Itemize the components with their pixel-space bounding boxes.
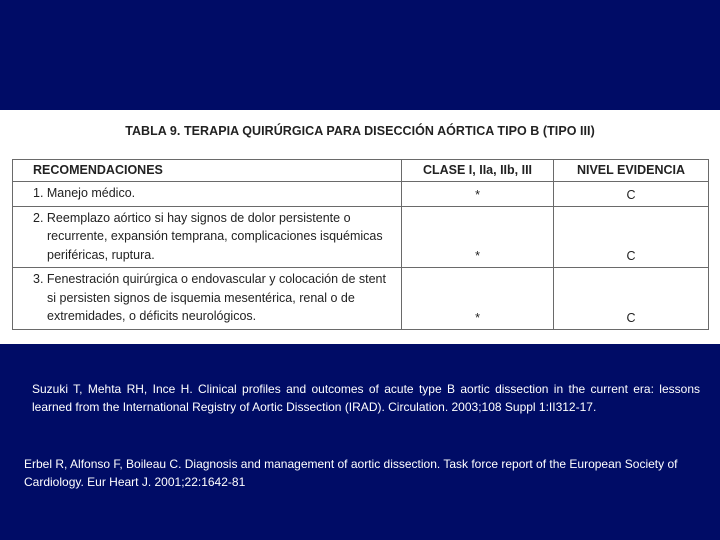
- header-nivel: NIVEL EVIDENCIA: [554, 160, 709, 182]
- recommendation-text: 3. Fenestración quirúrgica o endovascular y colocación de stent si persisten signos de isquemia mesentérica, renal o de extremidades, o déficits neurológicos.: [13, 268, 402, 330]
- reference-suzuki: Suzuki T, Mehta RH, Ince H. Clinical profiles and outcomes of acute type B aortic dissection in the current era: lessons learned from the International Registry of Aortic Dissection (IRAD). Circulation. 2003;108 Suppl 1:II312-17.: [32, 382, 700, 414]
- table-title: TABLA 9. TERAPIA QUIRÚRGICA PARA DISECCIÓN AÓRTICA TIPO B (TIPO III): [125, 124, 595, 138]
- header-clase: CLASE I, IIa, IIb, III: [402, 160, 554, 182]
- table-row: [13, 182, 709, 207]
- table-panel: [0, 110, 720, 344]
- recommendation-text: 2. Reemplazo aórtico si hay signos de dolor persistente o recurrente, expansión temprana, complicaciones isquémicas periféricas, ruptura.: [13, 206, 402, 268]
- nivel-cell: C: [554, 268, 709, 330]
- nivel-cell: C: [554, 182, 709, 207]
- clase-cell: *: [402, 268, 554, 330]
- nivel-cell: C: [554, 206, 709, 268]
- header-recomendaciones: RECOMENDACIONES: [13, 160, 402, 182]
- recommendation-text: 1. Manejo médico.: [13, 182, 402, 207]
- table-header-row: [13, 160, 709, 182]
- table-row: [13, 206, 709, 268]
- clase-cell: *: [402, 182, 554, 207]
- table-row: [13, 268, 709, 330]
- reference-erbel: Erbel R, Alfonso F, Boileau C. Diagnosis and management of aortic dissection. Task force report of the European Society of Cardiology. Eur Heart J. 2001;22:1642-81: [24, 457, 678, 489]
- recommendations-table: [12, 159, 709, 330]
- clase-cell: *: [402, 206, 554, 268]
